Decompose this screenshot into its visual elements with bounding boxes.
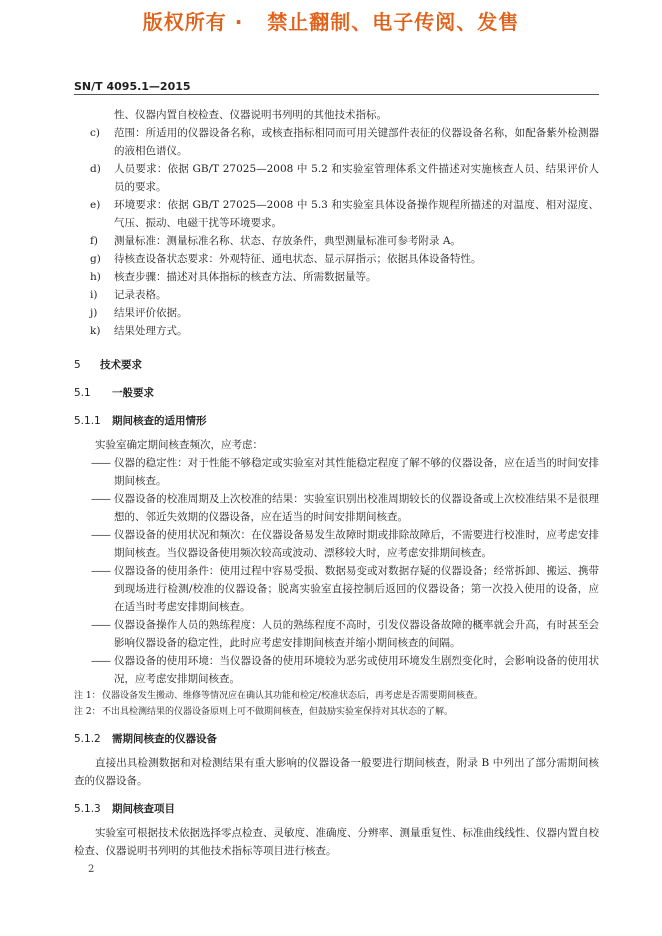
list-item: —— 仪器的稳定性：对于性能不够稳定或实验室对其性能稳定程度了解不够的仪器设备，应在适当的时间安排期间核查。 [91,457,599,487]
list-item: f) 测量标准：测量标准名称、状态、存放条件，典型测量标准可参考附录 A。 [90,235,461,247]
section-5-1-2-heading: 5.1.2 需期间核查的仪器设备 [74,733,217,745]
section-5-1-3-text: 实验室可根据技术依据选择零点检查、灵敏度、准确度、分辨率、测量重复性、标准曲线线性、仪器内置自校检查、仪器说明书列明的其他技术指标等项目进行核查。 [74,827,599,857]
list-item: h) 核查步骤：描述对具体指标的核查方法、所需数据量等。 [90,271,377,283]
list-item: e) 环境要求：依据 GB/T 27025—2008 中 5.3 和实验室具体设备操作规程所描述的对温度、相对湿度、气压、振动、电磁干扰等环境要求。 [90,199,599,229]
list-item: —— 仪器设备的使用条件：使用过程中容易受损、数据易变或对数据存疑的仪器设备；经常拆卸、搬运、携带到现场进行检测/校准的仪器设备；脱离实验室直接控制后返回的仪器设备；第一次投入使用的设备，应在适当时考虑安排期间核查。 [91,565,599,613]
list-item: i) 记录表格。 [90,289,167,301]
section-5-heading: 5 技术要求 [74,359,142,371]
copyright-watermark: 版权所有 · 禁止翻制、电子传阅、发售 [142,10,520,34]
page-number: 2 [88,864,95,875]
list-item: d) 人员要求：依据 GB/T 27025—2008 中 5.2 和实验室管理体系文件描述对实施核查人员、结果评价人员的要求。 [90,163,599,193]
list-item: —— 仪器设备的使用环境：当仪器设备的使用环境较为恶劣或使用环境发生剧烈变化时，会影响设备的使用状况，应考虑安排期间核查。 [91,655,599,685]
page-body [74,106,599,860]
section-5-1-heading: 5.1 一般要求 [74,387,154,399]
list-item: g) 待核查设备状态要求：外观特征、通电状态、显示屏指示；依据具体设备特性。 [90,253,482,265]
header-rule [74,94,599,95]
requirements-list [74,124,599,340]
consideration-list [74,454,599,688]
section-5-1-1-heading: 5.1.1 期间核查的适用情形 [74,415,207,427]
note-2: 注 2： 不出具检测结果的仪器设备原则上可不做期间核查，但鼓励实验室保持对其状态的了解。 [74,707,454,717]
list-item: c) 范围：所适用的仪器设备名称，或核查指标相同而可用关键部件表征的仪器设备名称，如配备紫外检测器的液相色谱仪。 [90,127,599,157]
section-5-1-3-heading: 5.1.3 期间核查项目 [74,803,175,815]
continuation-line: 性、仪器内置自校检查、仪器说明书列明的其他技术指标。 [114,109,387,121]
list-item: —— 仪器设备操作人员的熟练程度：人员的熟练程度不高时，引发仪器设备故障的概率就会升高，有时甚至会影响仪器设备的稳定性，此时应考虑安排期间核查并缩小期间核查的间隔。 [91,619,599,649]
note-1: 注 1： 仪器设备发生搬动、维修等情况应在确认其功能和检定/校准状态后，再考虑是否需要期间核查。 [74,691,484,701]
list-item: —— 仪器设备的使用状况和频次：在仪器设备易发生故障时期或排除故障后，不需要进行校准时，应考虑安排期间核查。当仪器设备使用频次较高或波动、漂移较大时，应考虑安排期间核查。 [91,529,599,559]
standard-code: SN/T 4095.1—2015 [74,80,191,93]
section-5-1-1-intro: 实验室确定期间核查频次，应考虑： [95,439,263,451]
list-item: j) 结果评价依据。 [90,307,188,319]
list-item: —— 仪器设备的校准周期及上次校准的结果：实验室识别出校准周期较长的仪器设备或上次校准结果不是很理想的、邻近失效期的仪器设备，应在适当的时间安排期间核查。 [91,493,599,523]
section-5-1-2-text: 直接出具检测数据和对检测结果有重大影响的仪器设备一般要进行期间核查，附录 B 中列出了部分需期间核查的仪器设备。 [74,757,599,787]
list-item: k) 结果处理方式。 [90,325,188,337]
